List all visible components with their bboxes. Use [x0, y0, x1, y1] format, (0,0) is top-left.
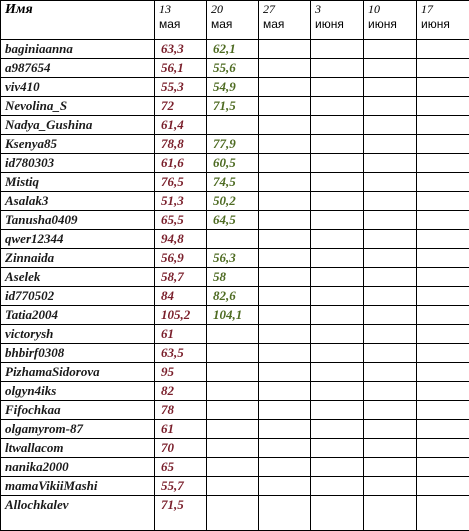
date-month: июня — [421, 16, 469, 32]
empty-weight-cell — [311, 59, 364, 78]
empty-weight-cell — [259, 192, 311, 211]
empty-weight-cell — [259, 344, 311, 363]
table-row — [1, 439, 469, 458]
empty-weight-cell — [364, 40, 417, 59]
weight-cell — [207, 401, 259, 420]
empty-weight-cell — [364, 97, 417, 116]
weight-cell — [207, 458, 259, 477]
empty-weight-cell — [311, 230, 364, 249]
empty-weight-cell — [259, 477, 311, 496]
weight-cell: 105,2 — [155, 306, 207, 325]
empty-weight-cell — [417, 116, 469, 135]
empty-weight-cell — [364, 59, 417, 78]
empty-weight-cell — [364, 249, 417, 268]
empty-weight-cell — [417, 211, 469, 230]
participant-name: Tatia2004 — [1, 306, 155, 325]
empty-weight-cell — [259, 458, 311, 477]
date-month: июня — [315, 16, 363, 32]
participant-name: olgyn4iks — [1, 382, 155, 401]
table-row — [1, 97, 469, 116]
date-day: 27 — [263, 2, 310, 16]
empty-weight-cell — [311, 401, 364, 420]
empty-weight-cell — [311, 154, 364, 173]
empty-weight-cell — [417, 40, 469, 59]
empty-weight-cell — [311, 116, 364, 135]
weight-cell — [207, 496, 259, 531]
participant-name: qwer12344 — [1, 230, 155, 249]
participant-name: Ksenya85 — [1, 135, 155, 154]
empty-weight-cell — [311, 40, 364, 59]
weight-cell: 78 — [155, 401, 207, 420]
empty-weight-cell — [259, 287, 311, 306]
empty-weight-cell — [364, 78, 417, 97]
participant-name: Aselek — [1, 268, 155, 287]
empty-weight-cell — [311, 325, 364, 344]
empty-weight-cell — [417, 268, 469, 287]
table-row — [1, 78, 469, 97]
weight-cell: 51,3 — [155, 192, 207, 211]
weight-cell: 55,7 — [155, 477, 207, 496]
weight-cell: 82,6 — [207, 287, 259, 306]
weight-cell — [207, 325, 259, 344]
empty-weight-cell — [311, 306, 364, 325]
weight-cell: 72 — [155, 97, 207, 116]
empty-weight-cell — [364, 420, 417, 439]
date-day: 10 — [368, 2, 416, 16]
table-row — [1, 268, 469, 287]
table-row — [1, 116, 469, 135]
participant-name: victorysh — [1, 325, 155, 344]
empty-weight-cell — [417, 97, 469, 116]
empty-weight-cell — [417, 363, 469, 382]
empty-weight-cell — [259, 401, 311, 420]
empty-weight-cell — [259, 249, 311, 268]
weight-cell — [207, 116, 259, 135]
date-day: 20 — [211, 2, 258, 16]
empty-weight-cell — [417, 306, 469, 325]
empty-weight-cell — [417, 382, 469, 401]
empty-weight-cell — [311, 458, 364, 477]
empty-weight-cell — [417, 458, 469, 477]
empty-weight-cell — [259, 268, 311, 287]
participant-name: Zinnaida — [1, 249, 155, 268]
empty-weight-cell — [364, 477, 417, 496]
empty-weight-cell — [311, 78, 364, 97]
weight-cell — [207, 439, 259, 458]
header-row — [1, 1, 469, 40]
weight-cell: 64,5 — [207, 211, 259, 230]
weight-cell — [207, 420, 259, 439]
weight-cell: 50,2 — [207, 192, 259, 211]
participant-name: PizhamaSidorova — [1, 363, 155, 382]
table-row — [1, 59, 469, 78]
weight-cell: 82 — [155, 382, 207, 401]
empty-weight-cell — [364, 325, 417, 344]
date-column-header — [155, 1, 207, 40]
weight-cell: 94,8 — [155, 230, 207, 249]
weight-cell: 61,6 — [155, 154, 207, 173]
empty-weight-cell — [259, 59, 311, 78]
table-row — [1, 401, 469, 420]
table-row — [1, 287, 469, 306]
table-row — [1, 325, 469, 344]
table-row — [1, 420, 469, 439]
empty-weight-cell — [364, 496, 417, 531]
weight-cell — [207, 477, 259, 496]
table-row — [1, 496, 469, 531]
date-column-header — [207, 1, 259, 40]
table-row — [1, 344, 469, 363]
empty-weight-cell — [417, 401, 469, 420]
empty-weight-cell — [364, 363, 417, 382]
empty-weight-cell — [259, 496, 311, 531]
empty-weight-cell — [364, 116, 417, 135]
empty-weight-cell — [417, 230, 469, 249]
empty-weight-cell — [364, 154, 417, 173]
empty-weight-cell — [311, 344, 364, 363]
table-row — [1, 306, 469, 325]
participant-name: viv410 — [1, 78, 155, 97]
date-month: мая — [211, 16, 258, 32]
date-column-header — [364, 1, 417, 40]
weight-cell: 65,5 — [155, 211, 207, 230]
weight-cell: 55,3 — [155, 78, 207, 97]
empty-weight-cell — [259, 173, 311, 192]
weight-cell — [207, 382, 259, 401]
weight-cell: 74,5 — [207, 173, 259, 192]
participant-name: bhbirf0308 — [1, 344, 155, 363]
empty-weight-cell — [311, 477, 364, 496]
weight-cell: 95 — [155, 363, 207, 382]
weight-cell: 65 — [155, 458, 207, 477]
weight-cell: 63,3 — [155, 40, 207, 59]
empty-weight-cell — [259, 97, 311, 116]
date-day: 3 — [315, 2, 363, 16]
weight-cell: 60,5 — [207, 154, 259, 173]
table-row — [1, 135, 469, 154]
empty-weight-cell — [311, 249, 364, 268]
table-row — [1, 249, 469, 268]
weight-cell: 71,5 — [155, 496, 207, 531]
empty-weight-cell — [417, 135, 469, 154]
empty-weight-cell — [259, 78, 311, 97]
date-column-header — [311, 1, 364, 40]
empty-weight-cell — [311, 173, 364, 192]
participant-name: Nadya_Gushina — [1, 116, 155, 135]
empty-weight-cell — [417, 420, 469, 439]
participant-name: Fifochkaa — [1, 401, 155, 420]
empty-weight-cell — [364, 306, 417, 325]
date-column-header — [417, 1, 469, 40]
empty-weight-cell — [417, 173, 469, 192]
empty-weight-cell — [364, 382, 417, 401]
participant-name: Asalak3 — [1, 192, 155, 211]
date-day: 17 — [421, 2, 469, 16]
participant-name: id770502 — [1, 287, 155, 306]
empty-weight-cell — [311, 287, 364, 306]
participant-name: Nevolina_S — [1, 97, 155, 116]
participant-name: a987654 — [1, 59, 155, 78]
empty-weight-cell — [364, 230, 417, 249]
empty-weight-cell — [417, 78, 469, 97]
weight-cell: 61 — [155, 325, 207, 344]
table-row — [1, 40, 469, 59]
empty-weight-cell — [364, 173, 417, 192]
empty-weight-cell — [311, 268, 364, 287]
empty-weight-cell — [364, 211, 417, 230]
weight-cell: 58 — [207, 268, 259, 287]
empty-weight-cell — [311, 496, 364, 531]
empty-weight-cell — [259, 382, 311, 401]
weight-cell: 56,3 — [207, 249, 259, 268]
empty-weight-cell — [259, 40, 311, 59]
empty-weight-cell — [259, 420, 311, 439]
empty-weight-cell — [259, 306, 311, 325]
empty-weight-cell — [311, 97, 364, 116]
weight-cell: 84 — [155, 287, 207, 306]
empty-weight-cell — [259, 211, 311, 230]
empty-weight-cell — [417, 496, 469, 531]
weight-cell: 104,1 — [207, 306, 259, 325]
date-month: июня — [368, 16, 416, 32]
weight-cell — [207, 363, 259, 382]
empty-weight-cell — [259, 325, 311, 344]
empty-weight-cell — [364, 344, 417, 363]
table-row — [1, 173, 469, 192]
weight-cell — [207, 230, 259, 249]
weight-cell: 70 — [155, 439, 207, 458]
empty-weight-cell — [417, 439, 469, 458]
weight-cell: 61 — [155, 420, 207, 439]
weight-cell: 71,5 — [207, 97, 259, 116]
weight-cell: 58,7 — [155, 268, 207, 287]
empty-weight-cell — [259, 363, 311, 382]
table-row — [1, 154, 469, 173]
table-row — [1, 458, 469, 477]
weight-cell: 77,9 — [207, 135, 259, 154]
weight-cell: 54,9 — [207, 78, 259, 97]
empty-weight-cell — [364, 192, 417, 211]
weight-cell: 56,9 — [155, 249, 207, 268]
empty-weight-cell — [417, 249, 469, 268]
table-row — [1, 230, 469, 249]
date-column-header — [259, 1, 311, 40]
weight-cell: 76,5 — [155, 173, 207, 192]
participant-name: Allochkalev — [1, 496, 155, 531]
empty-weight-cell — [311, 192, 364, 211]
empty-weight-cell — [259, 439, 311, 458]
empty-weight-cell — [417, 154, 469, 173]
empty-weight-cell — [417, 287, 469, 306]
empty-weight-cell — [364, 287, 417, 306]
participant-name: Tanusha0409 — [1, 211, 155, 230]
empty-weight-cell — [259, 116, 311, 135]
empty-weight-cell — [364, 439, 417, 458]
table-row — [1, 382, 469, 401]
participant-name: id780303 — [1, 154, 155, 173]
weight-cell — [207, 344, 259, 363]
empty-weight-cell — [311, 211, 364, 230]
participant-name: olgamyrom-87 — [1, 420, 155, 439]
weight-cell: 56,1 — [155, 59, 207, 78]
empty-weight-cell — [259, 154, 311, 173]
name-column-header: Имя — [1, 1, 155, 40]
date-month: мая — [159, 16, 206, 32]
table-row — [1, 192, 469, 211]
empty-weight-cell — [364, 458, 417, 477]
empty-weight-cell — [311, 363, 364, 382]
empty-weight-cell — [364, 401, 417, 420]
empty-weight-cell — [417, 325, 469, 344]
participant-name: ltwallacom — [1, 439, 155, 458]
participant-name: Mistiq — [1, 173, 155, 192]
empty-weight-cell — [364, 135, 417, 154]
participant-name: mamaVikiiMashi — [1, 477, 155, 496]
date-month: мая — [263, 16, 310, 32]
date-day: 13 — [159, 2, 206, 16]
table-row — [1, 363, 469, 382]
participant-name: nanika2000 — [1, 458, 155, 477]
empty-weight-cell — [311, 420, 364, 439]
empty-weight-cell — [417, 344, 469, 363]
weight-cell: 63,5 — [155, 344, 207, 363]
empty-weight-cell — [311, 135, 364, 154]
participant-name: baginiaanna — [1, 40, 155, 59]
weight-cell: 55,6 — [207, 59, 259, 78]
table-row — [1, 477, 469, 496]
weight-cell: 78,8 — [155, 135, 207, 154]
empty-weight-cell — [311, 439, 364, 458]
empty-weight-cell — [417, 192, 469, 211]
weight-cell: 62,1 — [207, 40, 259, 59]
empty-weight-cell — [311, 382, 364, 401]
empty-weight-cell — [417, 477, 469, 496]
empty-weight-cell — [417, 59, 469, 78]
weight-cell: 61,4 — [155, 116, 207, 135]
empty-weight-cell — [364, 268, 417, 287]
table-row — [1, 211, 469, 230]
empty-weight-cell — [259, 230, 311, 249]
empty-weight-cell — [259, 135, 311, 154]
